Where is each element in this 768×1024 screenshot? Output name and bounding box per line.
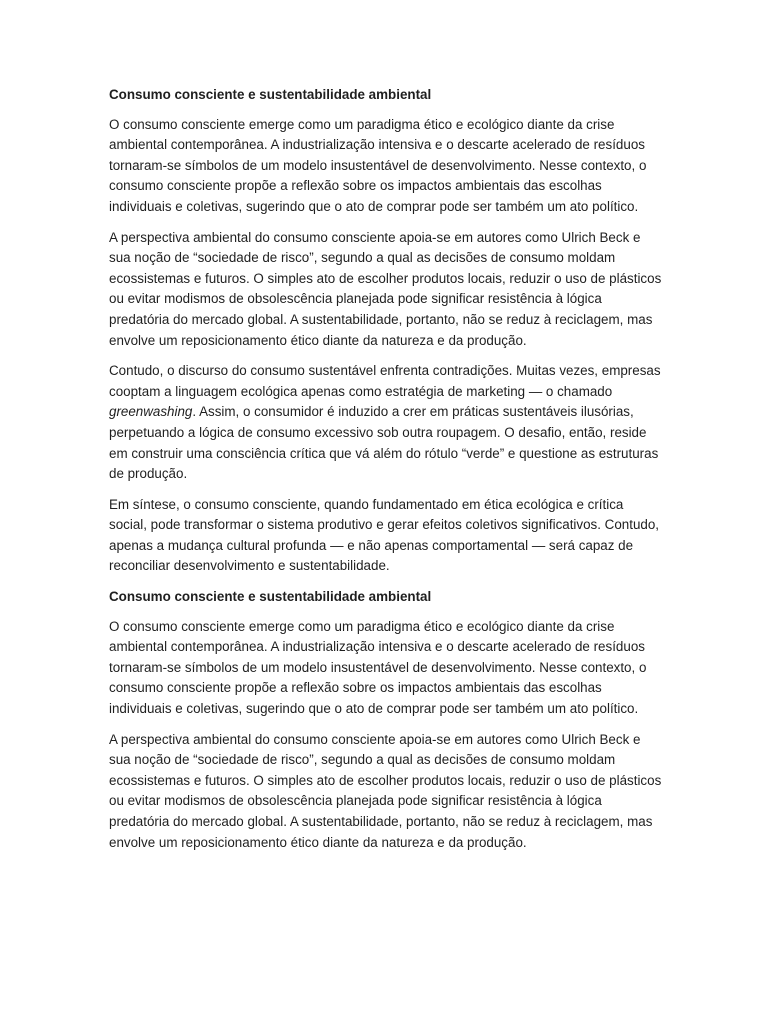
section-2-title: Consumo consciente e sustentabilidade ambiental — [109, 589, 432, 605]
greenwashing-term: greenwashing — [109, 404, 193, 420]
section-2-paragraph-1: O consumo consciente emerge como um paradigma ético e ecológico diante da crise ambiental contemporânea. A industrialização intensiva e o descarte acelerado de resíduos tornaram-se símbolos de um modelo insustentável de desenvolvimento. Nesse contexto, o consumo consciente propõe a reflexão sobre os impactos ambientais das escolhas individuais e coletivas, sugerindo que o ato de comprar pode ser também um ato político. — [109, 618, 647, 717]
section-1-paragraph-4: Em síntese, o consumo consciente, quando fundamentado em ética ecológica e crítica social, pode transformar o sistema produtivo e gerar efeitos coletivos significativos. Contudo, apenas a mudança cultural profunda — e não apenas comportamental — será capaz de reconciliar desenvolvimento e sustentabilidade. — [109, 496, 660, 574]
section-1-paragraph-1: O consumo consciente emerge como um paradigma ético e ecológico diante da crise ambiental contemporânea. A industrialização intensiva e o descarte acelerado de resíduos tornaram-se símbolos de um modelo insustentável de desenvolvimento. Nesse contexto, o consumo consciente propõe a reflexão sobre os impactos ambientais das escolhas individuais e coletivas, sugerindo que o ato de comprar pode ser também um ato político. — [109, 116, 647, 214]
section-2-paragraph-2: A perspectiva ambiental do consumo consciente apoia-se em autores como Ulrich Beck e sua noção de “sociedade de risco”, segundo a qual as decisões de consumo moldam ecossistemas e futuros. O simples ato de escolher produtos locais, reduzir o uso de plásticos ou evitar modismos de obsolescência planejada pode significar resistência à lógica predatória do mercado global. A sustentabilidade, portanto, não se reduz à reciclagem, mas envolve um reposicionamento ético diante da natureza e da produção. — [109, 731, 662, 850]
section-1-paragraph-2: A perspectiva ambiental do consumo consciente apoia-se em autores como Ulrich Beck e sua noção de “sociedade de risco”, segundo a qual as decisões de consumo moldam ecossistemas e futuros. O simples ato de escolher produtos locais, reduzir o uso de plásticos ou evitar modismos de obsolescência planejada pode significar resistência à lógica predatória do mercado global. A sustentabilidade, portanto, não se reduz à reciclagem, mas envolve um reposicionamento ético diante da natureza e da produção. — [109, 229, 662, 348]
section-1-paragraph-3 — [109, 361, 665, 485]
section-1-title: Consumo consciente e sustentabilidade ambiental — [109, 87, 432, 102]
document-body — [109, 85, 665, 863]
paragraph-3-text-start: Contudo, o discurso do consumo sustentável enfrenta contradições. Muitas vezes, empresas cooptam a linguagem ecológica apenas como estratégia de marketing — o chamado — [109, 363, 661, 399]
paragraph-3-text-end: . Assim, o consumidor é induzido a crer em práticas sustentáveis ilusórias, perpetuando a lógica de consumo excessivo sob outra roupagem. O desafio, então, reside em construir uma consciência crítica que vá além do rótulo “verde” e questione as estruturas de produção. — [109, 404, 659, 482]
